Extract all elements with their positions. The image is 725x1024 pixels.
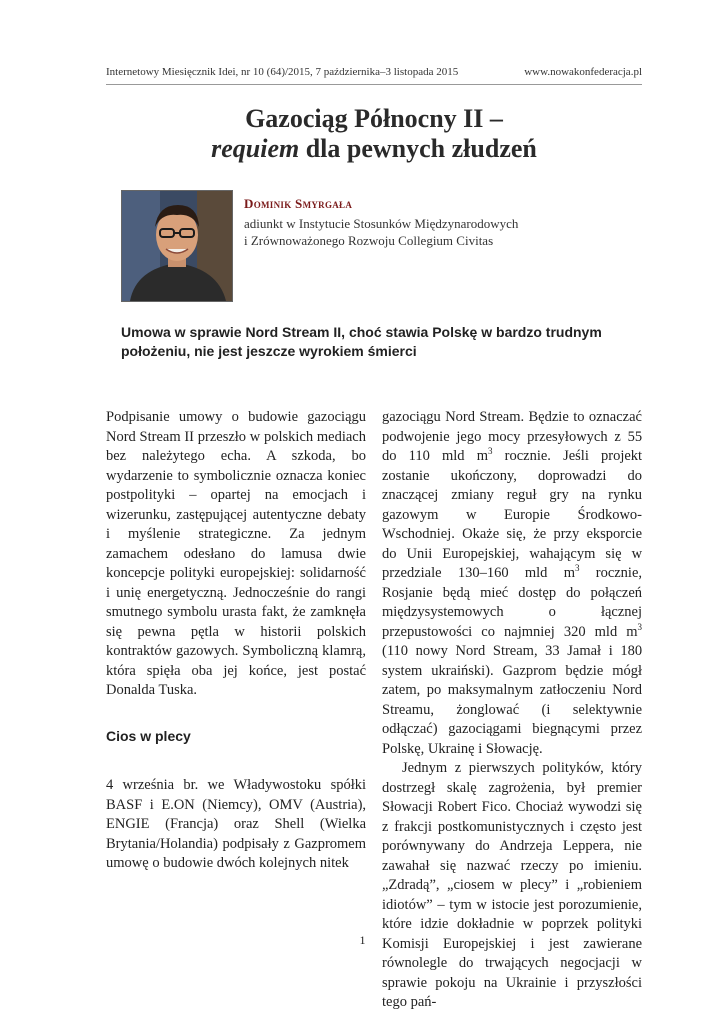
paragraph-1: Podpisanie umowy o budowie gazociągu Nord Stream II przeszło w polskich mediach bez należytego echa. A szkoda, bo wydarzenie to symbolicznie oznacza koniec postpolityki – opartej na emocjach i wizerunku, zastępującej autentyczne debaty i myślenie strategiczne. Za jednym zamachem odesłano do lamusa dwie koncepcje polityki europejskiej: solidarność i unię energetyczną. Jednocześnie do rangi smutnego symbolu urasta fakt, że zamknęła się pewna pętla w historii polskich kontraktów gazowych. Symboliczną klamrą, która spięła oba jej końce, jest postać Donalda Tuska.: [106, 409, 366, 698]
title-line-1: Gazociąg Północny II –: [245, 104, 503, 133]
title-italic-word: requiem: [211, 134, 300, 163]
affiliation-line-2: i Zrównoważonego Rozwoju Collegium Civitas: [244, 233, 494, 248]
article-lead: Umowa w sprawie Nord Stream II, choć stawia Polskę w bardzo trudnym położeniu, nie jest jeszcze wyrokiem śmierci: [121, 324, 602, 359]
author-portrait-image: [122, 191, 232, 301]
author-affiliation: [244, 215, 634, 249]
page-number: 1: [359, 933, 366, 947]
body-column-right: [382, 408, 642, 1013]
paragraph-2-continued: gazociągu Nord Stream. Będzie to oznaczać podwojenie jego mocy przesyłowych z 55 do 110 mld $m^3$ rocznie. Jeśli projekt zostanie ukończony, doprowadzi do znaczącej zmiany reguł gry na rynku gazowym w Europie Środkowo-Wschodniej. Okaże się, że przy eksporcie do Unii Europejskiej, wahającym się w przedziale 130–160 mld $m^3$ rocznie, Rosjanie będą mieć dostęp do połączeń międzysystemowych o łącznej przepustowości co najmniej 320 mld $m^3$ (110 nowy Nord Stream, 33 Jamał i 180 system ukraiński). Gazprom będzie mógł zatem, po maksymalnym zatłoczeniu Nord Streamu, żonglować (i selektywnie odłączać) gazociągami biegnącymi przez Polskę, Ukrainę i Słowację.: [382, 409, 643, 757]
section-heading: Cios w plecy: [106, 727, 191, 744]
affiliation-line-1: adiunkt w Instytucie Stosunków Międzynarodowych: [244, 216, 519, 231]
paragraph-2: 4 września br. we Władywostoku spółki BASF i E.ON (Niemcy), OMV (Austria), ENGIE (Francja) oraz Shell (Wielka Brytania/Holandia) podpisały z Gazpromem umowę o budowie dwóch kolejnych nitek: [106, 777, 367, 871]
title-line-2: [106, 134, 642, 164]
website-link[interactable]: www.nowakonfederacja.pl: [524, 66, 642, 78]
article-title: [106, 104, 642, 164]
author-block: [244, 196, 634, 249]
journal-info: Internetowy Miesięcznik Idei, nr 10 (64)/2015, 7 października–3 listopada 2015: [106, 66, 459, 78]
running-header: [106, 66, 642, 82]
header-divider: [106, 84, 642, 85]
author-name: Dominik Smyrgała: [244, 196, 353, 211]
body-column-left: [106, 408, 366, 874]
paragraph-3: Jednym z pierwszych polityków, który dostrzegł skalę zagrożenia, był premier Słowacji Robert Fico. Chociaż wywodzi się z frakcji postkomunistycznych i często jest porównywany do Andrzeja Leppera, nie zawahał się nazwać rzeczy po imieniu. „Zdradą”, „ciosem w plecy” i „robieniem idiotów” – tym w istocie jest porozumienie, które idzie dokładnie w poprzek polityki Komisji Europejskiej i jest zawierane równolegle do trwających negocjacji w sprawie pokoju na Ukrainie i przyszłości tego pań-: [382, 760, 642, 1010]
author-photo: [121, 190, 233, 302]
title-line-2-rest: dla pewnych złudzeń: [299, 134, 537, 163]
